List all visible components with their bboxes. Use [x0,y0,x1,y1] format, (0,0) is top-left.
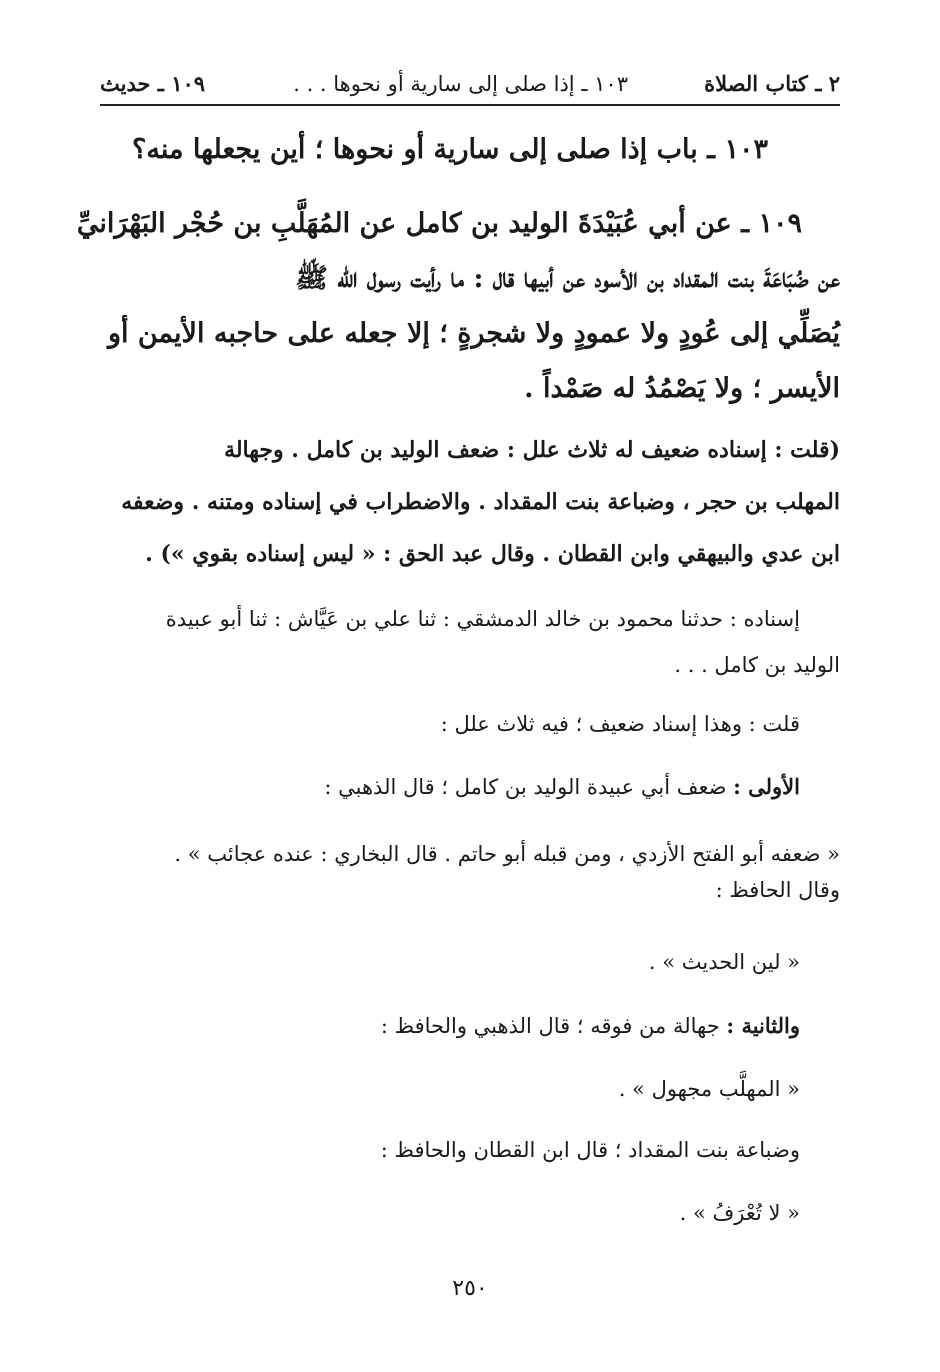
isnad-line: إسناده : حدثنا محمود بن خالد الدمشقي : ثنا علي بن عَيَّاش : ثنا أبو عبيدة [165,607,800,631]
running-header [100,66,840,102]
first-defect-label: الأولى : [733,774,800,799]
second-defect-text: جهالة من فوقه ؛ قال الذهبي والحافظ : [380,1014,727,1038]
hadith-line: الأيسر ؛ ولا يَصْمُدُ له صَمْداً . [524,373,840,404]
paragraph-muhallab-quote: « المهلَّب مجهول » . [618,1077,800,1101]
paragraph-second-defect [100,1008,840,1044]
note-line: ابن عدي والبيهقي وابن القطان . وقال عبد الحق : « ليس إسناده بقوي ») . [145,541,840,567]
header-hadith-ref: ١٠٩ ـ حديث [100,71,206,96]
chapter-heading: ١٠٣ ـ باب إذا صلى إلى سارية أو نحوها ؛ أين يجعلها منه؟ [132,134,768,165]
hadith-line: ١٠٩ ـ عن أبي عُبَيْدَةَ الوليد بن كامل عن المُهَلَّبِ بن حُجْر البَهْرَانيِّ [76,208,802,239]
header-divider [100,104,840,106]
page-number: ٢٥٠ [452,1276,488,1301]
hadith-line: يُصَلِّي إلى عُودٍ ولا عمودٍ ولا شجرةٍ ؛ إلا جعله على حاجبه الأيمن أو [107,318,840,349]
quote-line: « ضعفه أبو الفتح الأزدي ، ومن قبله أبو حاتم . قال البخاري : عنده عجائب » . [174,842,840,866]
paragraph-dubaa: وضباعة بنت المقداد ؛ قال ابن القطان والحافظ : [380,1138,800,1162]
isnad-paragraph [100,596,840,688]
hadith-text [76,196,840,416]
paragraph-unknown-quote: « لا تُعْرَفُ » . [679,1201,800,1225]
quote-line: وقال الحافظ : [715,878,840,902]
paragraph-three-defects: قلت : وهذا إسناد ضعيف ؛ فيه ثلاث علل : [440,712,800,736]
first-defect-text: ضعف أبي عبيدة الوليد بن كامل ؛ قال الذهبي : [324,775,734,799]
grading-note [100,424,840,580]
hadith-line: عن ضُبَاعَةَ بنت المقداد بن الأسود عن أبيها قال : ما رأيت رسول الله ﷺ [295,263,840,294]
header-chapter-title: ١٠٣ ـ إذا صلى إلى سارية أو نحوها . . . [293,72,628,96]
note-line: المهلب بن حجر ، وضباعة بنت المقداد . والاضطراب في إسناده ومتنه . وضعفه [121,489,840,515]
paragraph-dhahabi-quote [100,836,840,908]
paragraph-first-defect [100,769,840,805]
header-book-title: ٢ ـ كتاب الصلاة [704,71,840,96]
isnad-line: الوليد بن كامل . . . [674,653,840,677]
paragraph-hafiz-quote: « لين الحديث » . [648,950,800,974]
second-defect-label: والثانية : [726,1013,800,1038]
note-line: (قلت : إسناده ضعيف له ثلاث علل : ضعف الوليد بن كامل . وجهالة [224,437,840,463]
